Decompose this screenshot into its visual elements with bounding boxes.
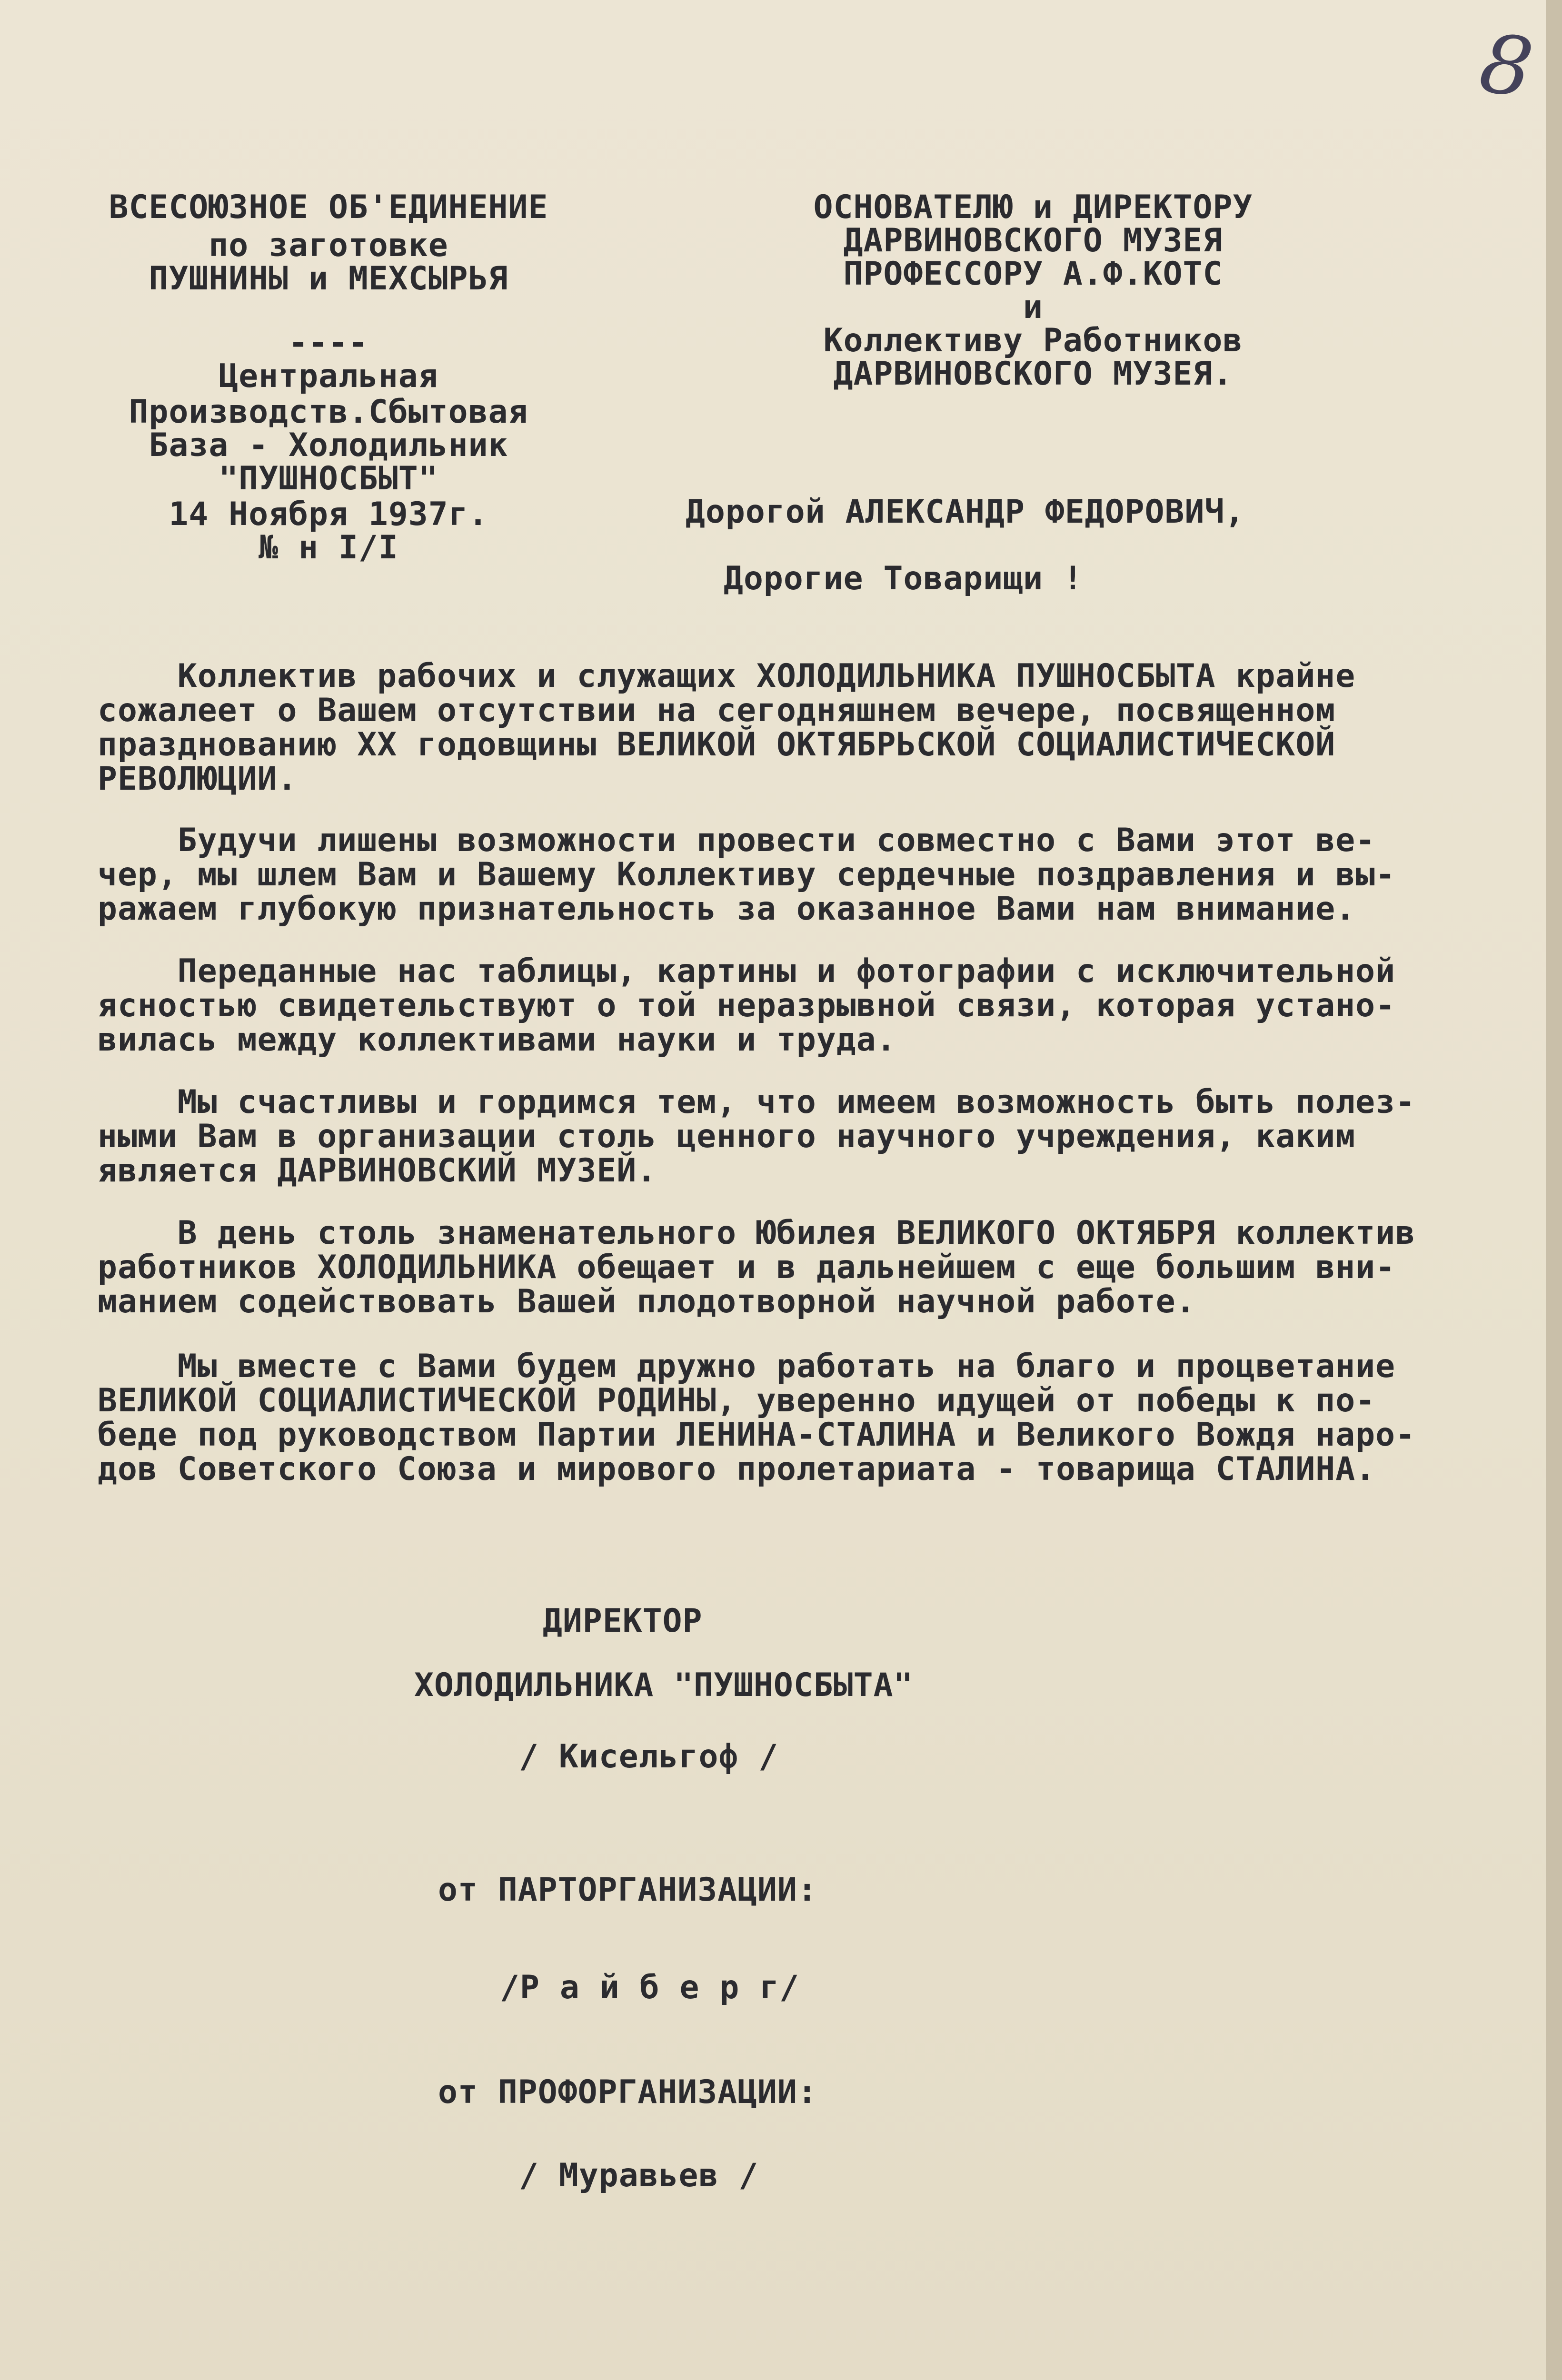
sender-line: База - Холодильник — [149, 426, 508, 464]
body-line: празднованию XX годовщины ВЕЛИКОЙ ОКТЯБРЬСКОЙ СОЦИАЛИСТИЧЕСКОЙ — [98, 726, 1336, 764]
director-title: ДИРЕКТОР — [543, 1602, 703, 1640]
body-line: Мы счастливы и гордимся тем, что имеем возможность быть полез- — [98, 1083, 1416, 1121]
separator-dashes: ---- — [289, 324, 368, 362]
sender-line: по заготовке — [209, 227, 448, 264]
body-line: Мы вместе с Вами будем дружно работать на благо и процветание — [98, 1348, 1396, 1385]
recipient-line: ДАРВИНОВСКОГО МУЗЕЯ. — [833, 355, 1233, 393]
letter-date: 14 Ноября 1937г. — [169, 496, 488, 533]
paragraph-2 — [98, 823, 1507, 926]
party-org-name: /Р а й б е р г/ — [500, 1969, 800, 2006]
recipient-line: ДАРВИНОВСКОГО МУЗЕЯ — [843, 222, 1223, 259]
body-line: РЕВОЛЮЦИИ. — [98, 760, 298, 798]
paragraph-1 — [98, 659, 1507, 796]
union-org-name: / Муравьев / — [519, 2157, 759, 2194]
greeting-name: Дорогой АЛЕКСАНДР ФЕДОРОВИЧ, — [686, 493, 1245, 531]
body-line: Коллектив рабочих и служащих ХОЛОДИЛЬНИКА ПУШНОСБЫТА крайне — [98, 657, 1356, 695]
sender-line: ВСЕСОЮЗНОЕ ОБ'ЕДИНЕНИЕ — [109, 188, 548, 226]
body-line: ражаем глубокую признательность за оказанное Вами нам внимание. — [98, 890, 1356, 928]
body-line: является ДАРВИНОВСКИЙ МУЗЕЙ. — [98, 1152, 657, 1190]
party-org-label: от ПАРТОРГАНИЗАЦИИ: — [438, 1871, 817, 1909]
sender-line: Центральная — [219, 357, 438, 395]
director-organization: ХОЛОДИЛЬНИКА "ПУШНОСБЫТА" — [414, 1666, 914, 1704]
body-line: ными Вам в организации столь ценного научного учреждения, каким — [98, 1118, 1356, 1155]
recipient-line: Коллективу Работников — [823, 322, 1243, 359]
recipient-line: ПРОФЕССОРУ А.Ф.КОТС — [843, 255, 1223, 293]
body-line: беде под руководством Партии ЛЕНИНА-СТАЛИНА и Великого Вождя наро- — [98, 1416, 1416, 1454]
greeting-comrades: Дорогие Товарищи ! — [724, 560, 1083, 597]
union-org-label: от ПРОФОРГАНИЗАЦИИ: — [438, 2073, 817, 2111]
paragraph-3 — [98, 954, 1507, 1057]
body-line: дов Советского Союза и мирового пролетариата - товарища СТАЛИНА. — [98, 1450, 1376, 1488]
director-name: / Кисельгоф / — [519, 1738, 779, 1775]
recipient-line: и — [1023, 288, 1043, 326]
sender-line: ПУШНИНЫ и МЕХСЫРЬЯ — [149, 260, 508, 298]
body-line: В день столь знаменательного Юбилея ВЕЛИКОГО ОКТЯБРЯ коллектив — [98, 1214, 1416, 1252]
sender-line: Производств.Сбытовая — [129, 393, 528, 431]
body-line: сожалеет о Вашем отсутствии на сегодняшнем вечере, посвященном — [98, 692, 1336, 729]
paragraph-5 — [98, 1216, 1507, 1319]
archive-page-number: 8 — [1474, 16, 1539, 117]
body-line: Будучи лишены возможности провести совместно с Вами этот ве- — [98, 822, 1376, 859]
sender-line: "ПУШНОСБЫТ" — [219, 460, 438, 497]
body-line: Переданные нас таблицы, картины и фотографии с исключительной — [98, 952, 1396, 990]
recipient-line: ОСНОВАТЕЛЮ и ДИРЕКТОРУ — [813, 188, 1253, 226]
body-line: ясностью свидетельствуют о той неразрывной связи, которая устано- — [98, 987, 1396, 1024]
paragraph-4 — [98, 1085, 1507, 1188]
body-line: чер, мы шлем Вам и Вашему Коллективу сердечные поздравления и вы- — [98, 856, 1396, 893]
paragraph-6 — [98, 1349, 1507, 1487]
body-line: работников ХОЛОДИЛЬНИКА обещает и в дальнейшем с еще большим вни- — [98, 1249, 1396, 1286]
body-line: манием содействовать Вашей плодотворной научной работе. — [98, 1283, 1196, 1320]
body-line: вилась между коллективами науки и труда. — [98, 1021, 896, 1059]
letter-number: № н I/I — [259, 529, 398, 566]
body-line: ВЕЛИКОЙ СОЦИАЛИСТИЧЕСКОЙ РОДИНЫ, уверенно идущей от победы к по- — [98, 1382, 1376, 1419]
